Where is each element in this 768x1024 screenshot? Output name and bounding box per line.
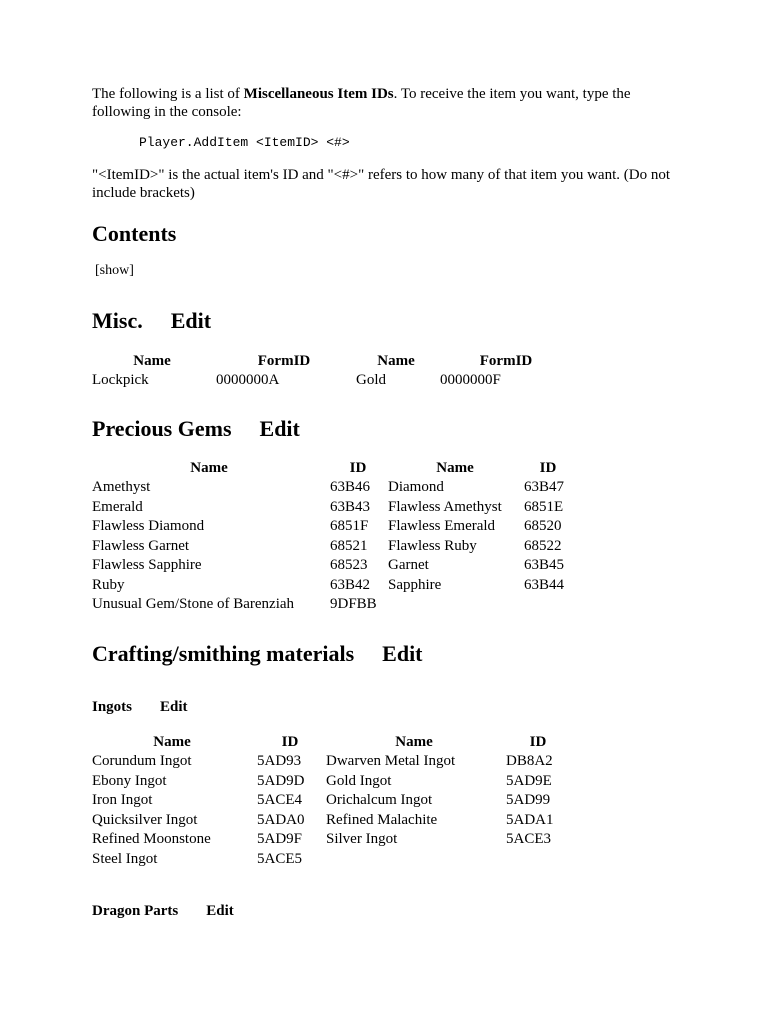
item-id-cell: 5ACE3 (506, 831, 551, 847)
item-id-cell: 68520 (524, 518, 562, 534)
contents-heading: Contents (92, 221, 177, 246)
column-header: ID (539, 460, 557, 476)
item-name-cell: Corundum Ingot (92, 753, 192, 769)
item-name-cell: Diamond (388, 479, 444, 495)
item-name-cell: Amethyst (92, 479, 151, 495)
item-name-cell: Silver Ingot (326, 831, 398, 847)
item-id-cell: 5ACE5 (257, 850, 302, 867)
item-name-cell: Gold Ingot (326, 772, 392, 789)
column-header: Name (377, 353, 415, 369)
item-id-cell: 5AD9E (506, 772, 552, 789)
column-header: Name (133, 353, 171, 369)
dragon-parts-edit-link[interactable]: Edit (206, 903, 234, 919)
item-name-cell: Flawless Amethyst (388, 498, 502, 515)
item-name-cell: Flawless Garnet (92, 537, 190, 554)
column-header: Name (395, 734, 433, 750)
item-name-cell: Orichalcum Ingot (326, 792, 433, 808)
gems-title: Precious Gems (92, 416, 232, 441)
item-name-cell: Refined Moonstone (92, 831, 211, 847)
column-header: Name (436, 460, 474, 476)
item-name-cell: Dwarven Metal Ingot (326, 753, 456, 769)
item-name-cell: Flawless Emerald (388, 518, 496, 534)
item-name-cell: Emerald (92, 498, 143, 515)
item-id-cell: 63B43 (330, 498, 371, 515)
item-name-cell: Flawless Sapphire (92, 557, 202, 573)
item-id-cell: 5AD99 (506, 792, 551, 808)
usage-note: "<ItemID>" is the actual item's ID and "<#>" refers to how many of that item you want. (Do not include brackets) (92, 167, 670, 201)
item-name-cell: Sapphire (388, 576, 442, 593)
item-id-cell: 6851E (524, 498, 564, 515)
intro-text-post: . To receive the item you want, type the following in the console: (92, 86, 631, 120)
item-name-cell: Unusual Gem/Stone of Barenziah (92, 596, 295, 612)
crafting-edit-link[interactable]: Edit (382, 641, 423, 666)
item-name-cell: Quicksilver Ingot (92, 811, 198, 828)
column-header: Name (190, 460, 228, 476)
item-id-cell: 63B42 (330, 576, 371, 593)
column-header: ID (349, 460, 367, 476)
item-id-cell: 9DFBB (330, 596, 377, 612)
item-id-cell: 63B44 (524, 576, 565, 593)
crafting-heading (92, 641, 423, 667)
intro-text-bold: Miscellaneous Item IDs (243, 86, 394, 102)
item-id-cell: 0000000F (440, 372, 501, 388)
item-id-cell: 5AD93 (257, 753, 302, 769)
item-id-cell: 63B46 (330, 479, 371, 495)
item-id-cell: 6851F (330, 518, 369, 534)
item-id-cell: 5AD9F (257, 831, 303, 847)
item-id-cell: 5ACE4 (257, 792, 302, 808)
intro-paragraph (92, 85, 692, 121)
ingots-edit-link[interactable]: Edit (160, 699, 188, 715)
ingots-title: Ingots (92, 699, 133, 715)
item-id-cell: 5ADA0 (257, 811, 305, 828)
item-id-cell: 0000000A (216, 372, 280, 388)
item-id-cell: 63B45 (524, 557, 565, 573)
console-command: Player.AddItem <ItemID> <#> (139, 135, 350, 150)
item-id-cell: 68523 (330, 557, 368, 573)
gems-heading (92, 416, 300, 442)
item-name-cell: Flawless Ruby (388, 537, 477, 554)
item-name-cell: Flawless Diamond (92, 518, 205, 534)
column-header: ID (529, 734, 547, 750)
column-header: FormID (479, 353, 533, 369)
column-header: Name (153, 734, 191, 750)
item-id-cell: 68522 (524, 537, 562, 554)
item-name-cell: Ruby (92, 576, 125, 593)
item-name-cell: Garnet (388, 557, 429, 573)
misc-edit-link[interactable]: Edit (170, 308, 212, 333)
item-name-cell: Ebony Ingot (92, 772, 167, 789)
dragon-parts-heading (92, 902, 234, 920)
item-id-cell: DB8A2 (506, 753, 553, 769)
gems-edit-link[interactable]: Edit (259, 416, 300, 441)
misc-heading (92, 308, 211, 334)
ingots-heading (92, 698, 188, 716)
item-name-cell: Iron Ingot (92, 792, 153, 808)
item-id-cell: 63B47 (524, 479, 565, 495)
dragon-parts-title: Dragon Parts (92, 903, 179, 919)
column-header: FormID (257, 353, 311, 369)
item-name-cell: Gold (356, 372, 386, 388)
item-id-cell: 5ADA1 (506, 811, 554, 828)
intro-text-pre: The following is a list of (92, 86, 244, 102)
item-id-cell: 5AD9D (257, 772, 305, 789)
misc-title: Misc. (92, 308, 143, 333)
item-name-cell: Lockpick (92, 372, 149, 388)
item-name-cell: Steel Ingot (92, 850, 158, 867)
column-header: ID (281, 734, 299, 750)
item-name-cell: Refined Malachite (326, 811, 438, 828)
contents-show-toggle[interactable]: [show] (95, 263, 134, 278)
item-id-cell: 68521 (330, 537, 368, 554)
crafting-title: Crafting/smithing materials (92, 641, 355, 666)
